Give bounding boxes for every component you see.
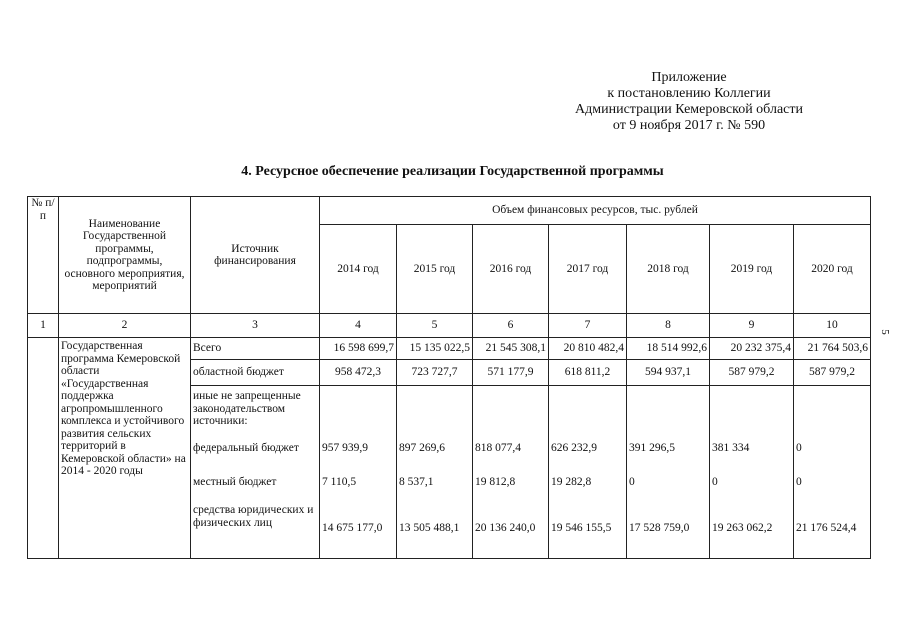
value-legal: 17 528 759,0 bbox=[629, 522, 690, 534]
value-legal: 21 176 524,4 bbox=[796, 522, 857, 534]
value-stack bbox=[320, 386, 397, 559]
column-number: 5 bbox=[397, 314, 473, 338]
value-cell: 21 764 503,6 bbox=[794, 338, 871, 360]
value-local: 7 110,5 bbox=[322, 476, 357, 488]
column-number-row bbox=[28, 314, 871, 338]
appendix-line-1: Приложение bbox=[651, 70, 727, 85]
header-year: 2019 год bbox=[710, 225, 794, 314]
value-stack bbox=[710, 386, 794, 559]
header-year: 2017 год bbox=[549, 225, 627, 314]
value-cell: 571 177,9 bbox=[473, 360, 549, 386]
source-federal: федеральный бюджет bbox=[193, 442, 299, 454]
value-cell: 587 979,2 bbox=[710, 360, 794, 386]
source-legal-entities: средства юридических и физических лиц bbox=[193, 504, 314, 529]
column-number: 1 bbox=[28, 314, 59, 338]
header-source: Источник финансирования bbox=[191, 197, 320, 314]
header-year: 2014 год bbox=[320, 225, 397, 314]
value-local: 0 bbox=[629, 476, 635, 488]
value-cell: 587 979,2 bbox=[794, 360, 871, 386]
source-other-label: иные не запрещенные законодательством источники: bbox=[193, 390, 301, 427]
value-federal: 391 296,5 bbox=[629, 442, 675, 454]
value-cell: 18 514 992,6 bbox=[627, 338, 710, 360]
source-cell: Всего bbox=[191, 338, 320, 360]
column-number: 9 bbox=[710, 314, 794, 338]
column-number: 2 bbox=[59, 314, 191, 338]
value-local: 19 812,8 bbox=[475, 476, 516, 488]
value-federal: 626 232,9 bbox=[551, 442, 597, 454]
header-year: 2016 год bbox=[473, 225, 549, 314]
value-legal: 13 505 488,1 bbox=[399, 522, 460, 534]
value-stack bbox=[549, 386, 627, 559]
value-federal: 381 334 bbox=[712, 442, 750, 454]
value-stack bbox=[397, 386, 473, 559]
column-number: 10 bbox=[794, 314, 871, 338]
header-num: № п/п bbox=[28, 197, 59, 314]
value-cell: 15 135 022,5 bbox=[397, 338, 473, 360]
value-legal: 20 136 240,0 bbox=[475, 522, 536, 534]
appendix-block bbox=[560, 70, 818, 134]
program-name: Государственная программа Кемеровской области «Государственная поддержка агропромышленного комплекса и устойчивого развития сельских территорий в Кемеровской области» на 2014 - 2020 годы bbox=[59, 338, 191, 559]
resource-table bbox=[27, 196, 871, 559]
value-stack bbox=[473, 386, 549, 559]
value-cell: 20 232 375,4 bbox=[710, 338, 794, 360]
header-year: 2018 год bbox=[627, 225, 710, 314]
header-year: 2015 год bbox=[397, 225, 473, 314]
value-cell: 21 545 308,1 bbox=[473, 338, 549, 360]
value-cell: 723 727,7 bbox=[397, 360, 473, 386]
value-legal: 19 263 062,2 bbox=[712, 522, 773, 534]
value-federal: 897 269,6 bbox=[399, 442, 445, 454]
value-cell: 20 810 482,4 bbox=[549, 338, 627, 360]
value-local: 19 282,8 bbox=[551, 476, 592, 488]
value-federal: 957 939,9 bbox=[322, 442, 368, 454]
column-number: 3 bbox=[191, 314, 320, 338]
table-row-total bbox=[28, 338, 871, 360]
column-number: 6 bbox=[473, 314, 549, 338]
source-group-cell bbox=[191, 386, 320, 559]
header-volume: Объем финансовых ресурсов, тыс. рублей bbox=[320, 197, 871, 225]
page-number: 5 bbox=[878, 329, 891, 335]
row-number-cell bbox=[28, 338, 59, 559]
value-local: 8 537,1 bbox=[399, 476, 434, 488]
source-cell: областной бюджет bbox=[191, 360, 320, 386]
column-number: 4 bbox=[320, 314, 397, 338]
header-name: Наименование Государственной программы, подпрограммы, основного мероприятия, мероприятий bbox=[59, 197, 191, 314]
value-stack bbox=[794, 386, 871, 559]
value-local: 0 bbox=[796, 476, 802, 488]
source-local: местный бюджет bbox=[193, 476, 277, 488]
header-year: 2020 год bbox=[794, 225, 871, 314]
document-title: 4. Ресурсное обеспечение реализации Государственной программы bbox=[241, 164, 664, 179]
appendix-line-2: к постановлению Коллегии bbox=[607, 86, 771, 101]
value-cell: 618 811,2 bbox=[549, 360, 627, 386]
value-cell: 16 598 699,7 bbox=[320, 338, 397, 360]
value-cell: 594 937,1 bbox=[627, 360, 710, 386]
value-federal: 818 077,4 bbox=[475, 442, 521, 454]
value-local: 0 bbox=[712, 476, 718, 488]
value-stack bbox=[627, 386, 710, 559]
value-cell: 958 472,3 bbox=[320, 360, 397, 386]
column-number: 7 bbox=[549, 314, 627, 338]
value-legal: 14 675 177,0 bbox=[322, 522, 383, 534]
appendix-line-3: Администрации Кемеровской области bbox=[575, 102, 803, 117]
appendix-line-4: от 9 ноября 2017 г. № 590 bbox=[612, 118, 766, 133]
value-legal: 19 546 155,5 bbox=[551, 522, 612, 534]
column-number: 8 bbox=[627, 314, 710, 338]
value-federal: 0 bbox=[796, 442, 802, 454]
